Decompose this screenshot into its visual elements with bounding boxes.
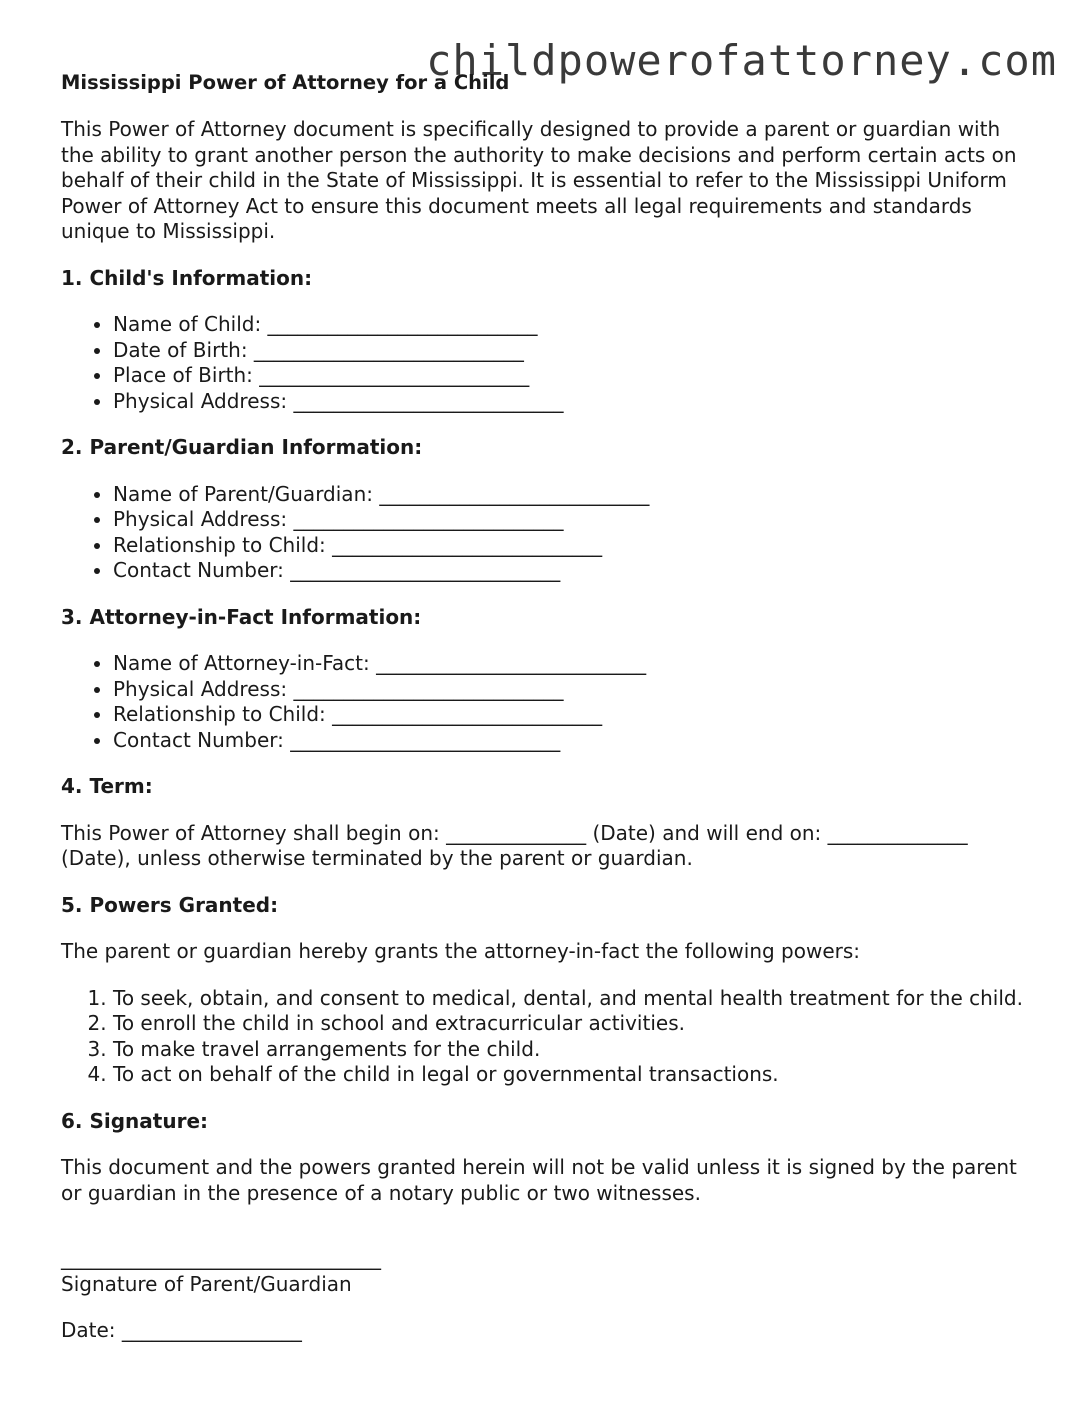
section-heading-powers: 5. Powers Granted:	[61, 892, 279, 917]
parent-contact-field: • Contact Number: ___________________________	[113, 558, 1031, 584]
power-item: 2. To enroll the child in school and extracurricular activities.	[113, 1011, 1031, 1037]
signature-paragraph: This document and the powers granted herein will not be valid unless it is signed by the parent or guardian in the presence of a notary public or two witnesses.	[61, 1155, 1017, 1205]
powers-intro: The parent or guardian hereby grants the attorney-in-fact the following powers:	[61, 939, 861, 963]
parent-relationship-field: • Relationship to Child: ___________________________	[113, 533, 1031, 559]
parent-address-field: • Physical Address: ___________________________	[113, 507, 1031, 533]
attorney-name-field: • Name of Attorney-in-Fact: ___________________________	[113, 651, 1031, 677]
site-watermark: childpowerofattorney.com	[426, 36, 1057, 85]
attorney-relationship-field: • Relationship to Child: ___________________________	[113, 702, 1031, 728]
document-body	[61, 70, 1031, 1344]
child-pob-field: • Place of Birth: ___________________________	[113, 363, 1031, 389]
child-info-list	[61, 312, 1031, 414]
attorney-info-list	[61, 651, 1031, 753]
parent-info-list	[61, 482, 1031, 584]
intro-paragraph: This Power of Attorney document is specifically designed to provide a parent or guardian with the ability to grant another person the authority to make decisions and perform certain acts on behalf of their child in the State of Mississippi. It is essential to refer to the Mississippi Uniform Power of Attorney Act to ensure this document meets all legal requirements and standards unique to Mississippi.	[61, 117, 1017, 243]
signature-date-field: Date: __________________	[61, 1318, 302, 1342]
section-heading-signature: 6. Signature:	[61, 1108, 209, 1133]
parent-name-field: • Name of Parent/Guardian: ___________________________	[113, 482, 1031, 508]
section-heading-attorney: 3. Attorney-in-Fact Information:	[61, 604, 422, 629]
section-heading-term: 4. Term:	[61, 774, 153, 798]
section-heading-child: 1. Child's Information:	[61, 265, 313, 290]
attorney-address-field: • Physical Address: ___________________________	[113, 677, 1031, 703]
child-name-field: • Name of Child: ___________________________	[113, 312, 1031, 338]
section-heading-parent: 2. Parent/Guardian Information:	[61, 435, 423, 459]
power-item: 1. To seek, obtain, and consent to medical, dental, and mental health treatment for the child.	[113, 986, 1031, 1012]
attorney-contact-field: • Contact Number: ___________________________	[113, 728, 1031, 754]
power-item: 4. To act on behalf of the child in legal or governmental transactions.	[113, 1062, 1031, 1088]
child-dob-field: • Date of Birth: ___________________________	[113, 338, 1031, 364]
signature-line: ________________________________	[61, 1246, 381, 1270]
signature-block	[61, 1246, 1031, 1297]
child-address-field: • Physical Address: ___________________________	[113, 389, 1031, 415]
signature-label: Signature of Parent/Guardian	[61, 1271, 352, 1296]
powers-list	[61, 986, 1031, 1088]
document-title: Mississippi Power of Attorney for a Child	[61, 71, 510, 94]
power-item: 3. To make travel arrangements for the child.	[113, 1037, 1031, 1063]
term-paragraph: This Power of Attorney shall begin on: ______________ (Date) and will end on: ______________ (Date), unless otherwise terminated by the parent or guardian.	[61, 820, 968, 870]
